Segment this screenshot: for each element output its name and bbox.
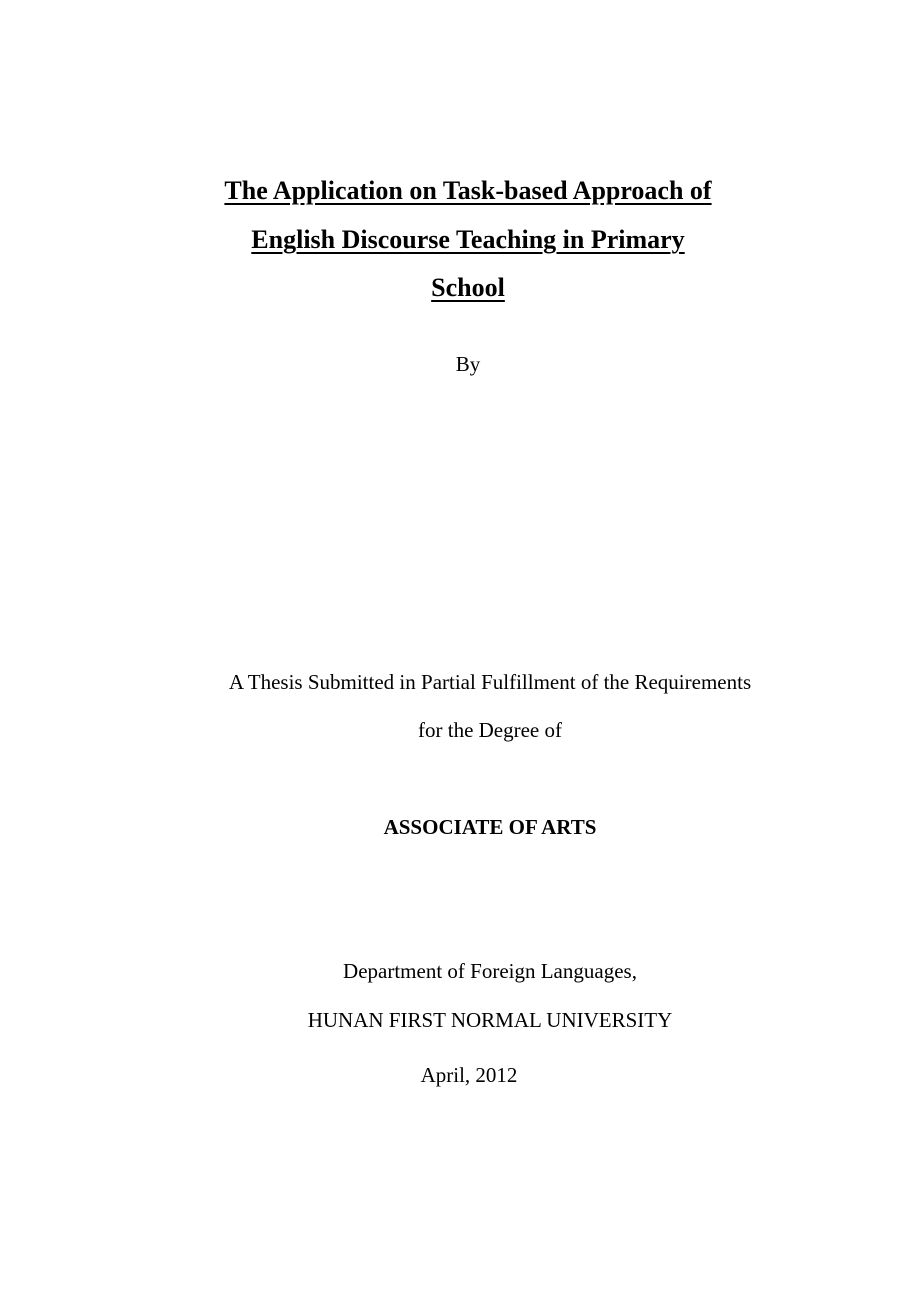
department-name: Department of Foreign Languages,: [343, 959, 637, 983]
thesis-title-line-1: The Application on Task-based Approach of: [224, 176, 712, 205]
university-name: HUNAN FIRST NORMAL UNIVERSITY: [307, 1008, 673, 1032]
degree-name: ASSOCIATE OF ARTS: [383, 815, 597, 839]
thesis-title-line-2: English Discourse Teaching in Primary: [251, 225, 685, 254]
submission-date: April, 2012: [420, 1063, 518, 1087]
submission-statement-line-2: for the Degree of: [417, 718, 563, 742]
submission-statement-line-1: A Thesis Submitted in Partial Fulfillment of the Requirements: [228, 670, 752, 694]
thesis-title-line-3: School: [431, 273, 505, 302]
byline: By: [455, 352, 481, 376]
